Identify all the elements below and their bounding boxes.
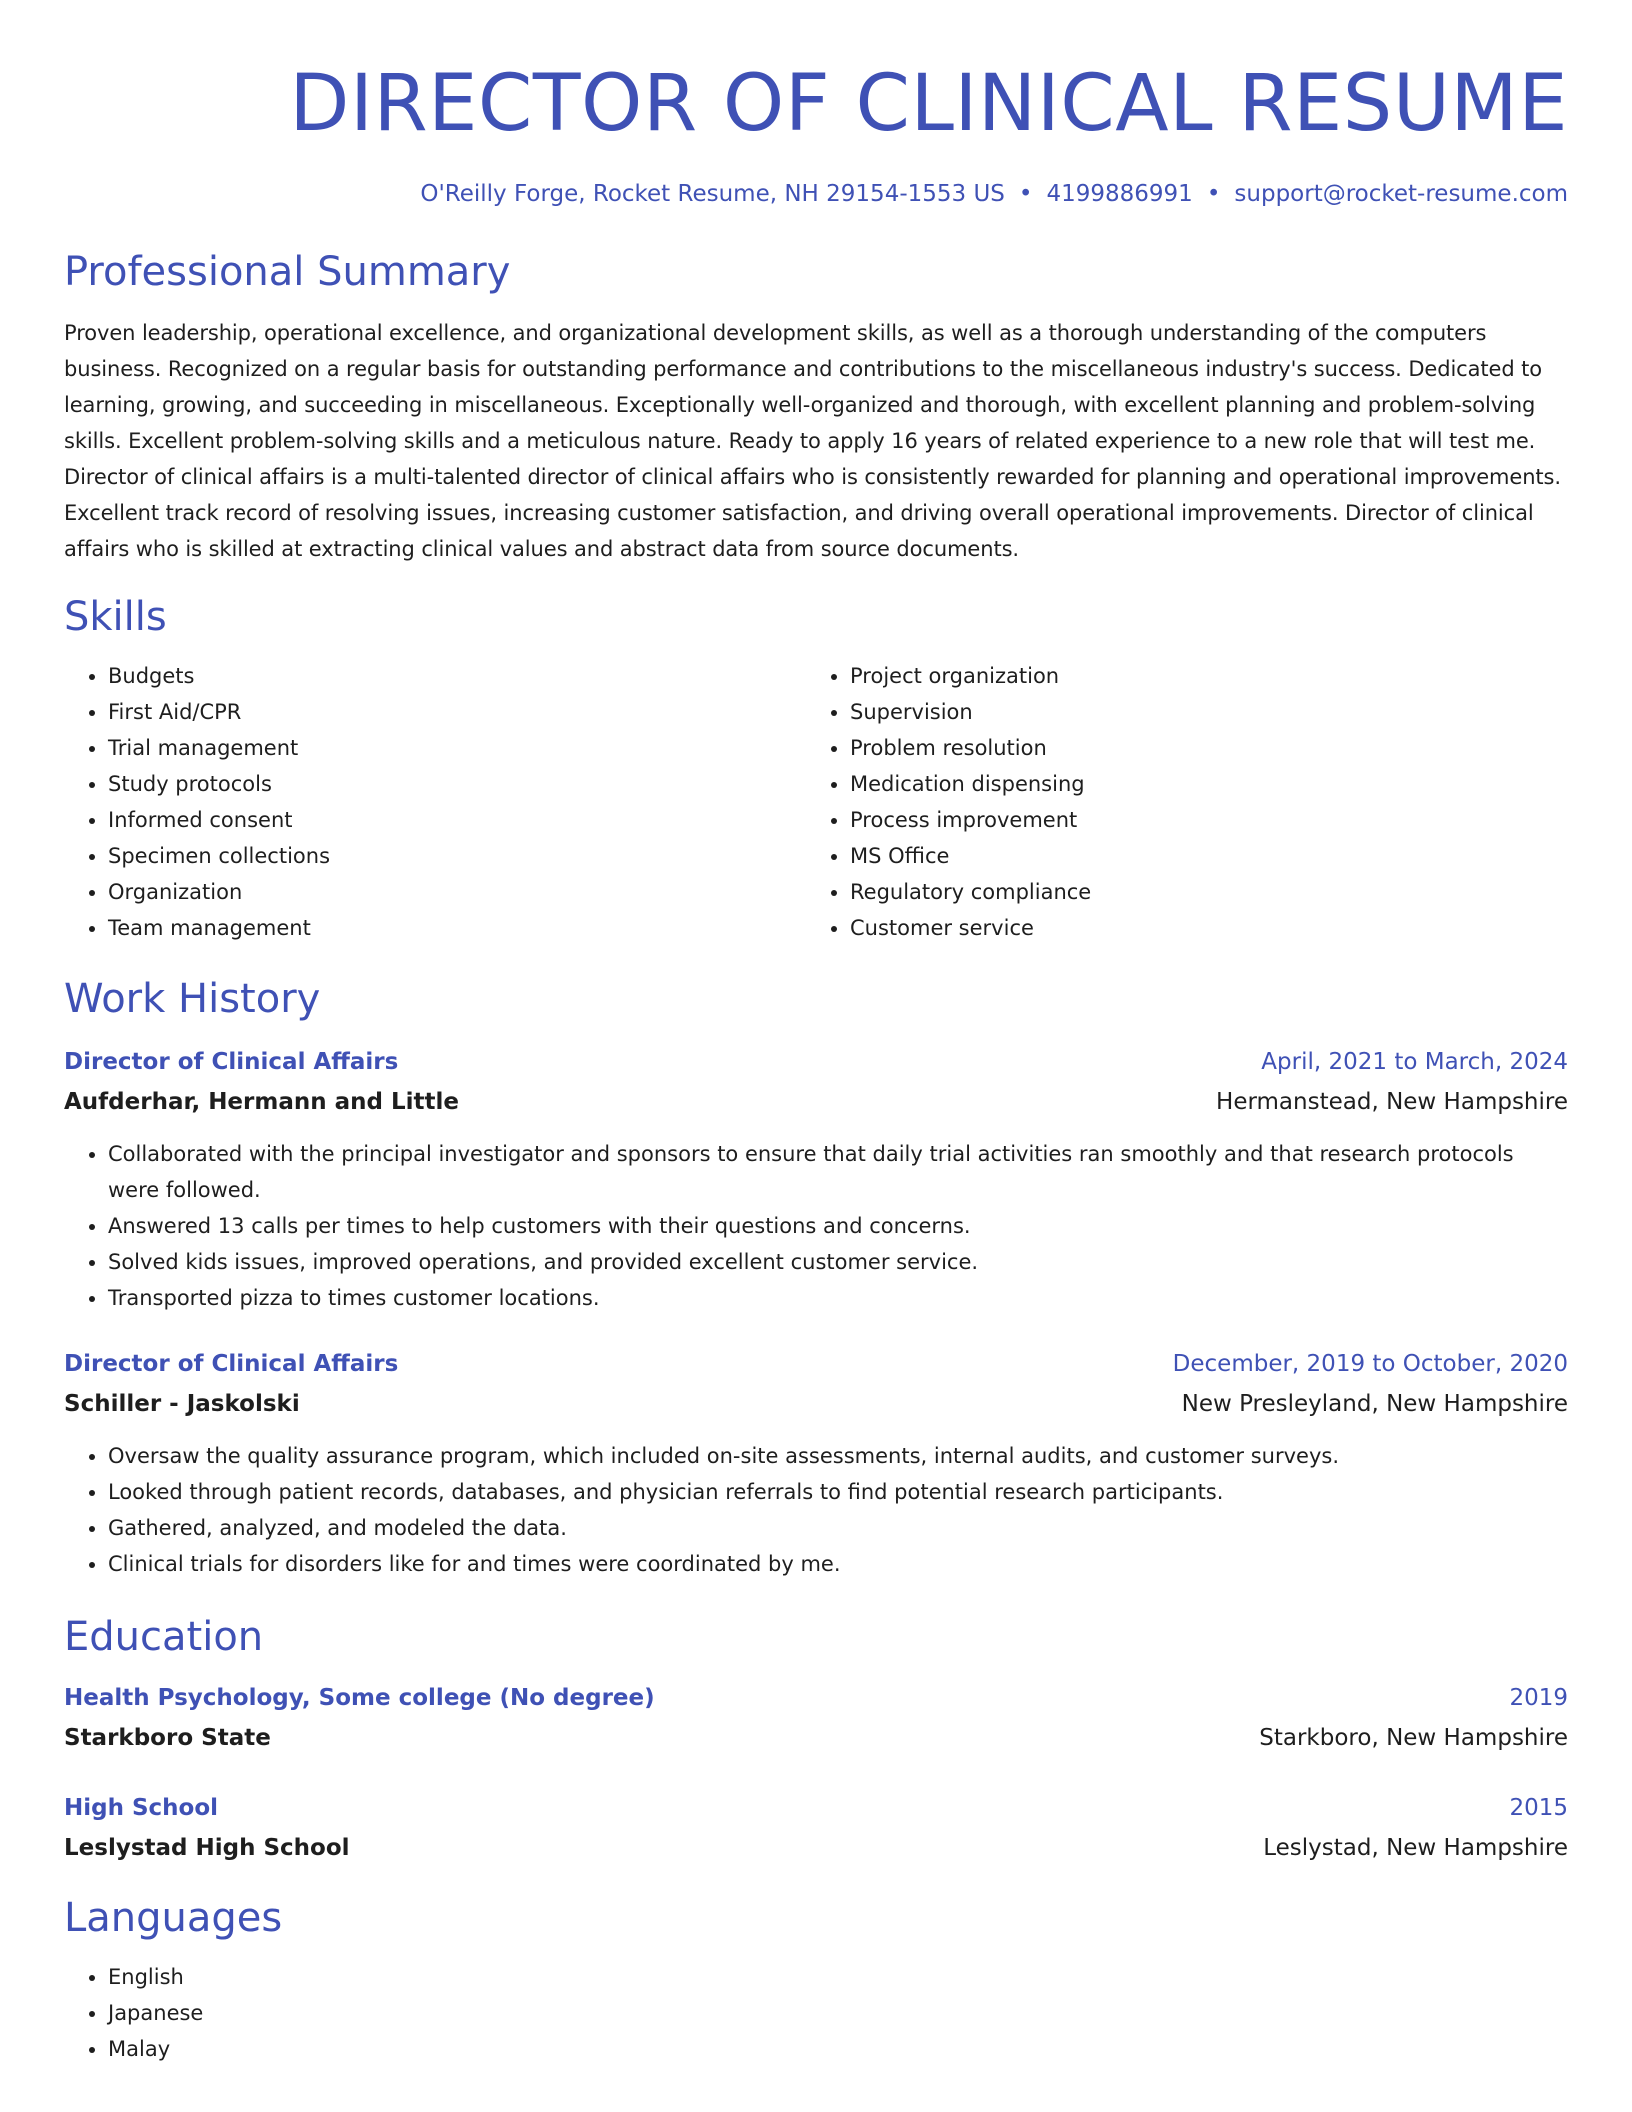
resume-title: DIRECTOR OF CLINICAL RESUME	[289, 59, 1568, 149]
skill-item: • Supervision	[850, 694, 1548, 730]
job-bullet: • Looked through patient records, databases, and physician referrals to find potential research participants.	[108, 1474, 1568, 1510]
education-school: Leslystad High School	[64, 1835, 350, 1861]
skill-item: • Budgets	[108, 658, 806, 694]
skill-item: • Study protocols	[108, 766, 806, 802]
job-dates: April, 2021 to March, 2024	[1261, 1049, 1568, 1075]
education-degree: Health Psychology, Some college (No degree)	[64, 1685, 655, 1711]
skill-item: • First Aid/CPR	[108, 694, 806, 730]
work-history-heading: Work History	[64, 976, 321, 1022]
skill-item: • Specimen collections	[108, 838, 806, 874]
language-item: • English	[108, 1959, 1568, 1995]
languages-heading: Languages	[64, 1895, 283, 1941]
language-item: • Japanese	[108, 1995, 1568, 2031]
skills-columns	[64, 658, 1568, 946]
contact-address: O'Reilly Forge, Rocket Resume, NH 29154-1553 US	[420, 181, 1005, 207]
education-year: 2019	[1509, 1685, 1568, 1711]
job-subheader	[64, 1384, 1568, 1424]
job-title: Director of Clinical Affairs	[64, 1049, 399, 1075]
job-subheader	[64, 1082, 1568, 1122]
contact-separator: •	[1018, 181, 1033, 207]
skills-list-left	[64, 658, 806, 946]
job-company: Schiller - Jaskolski	[64, 1391, 300, 1417]
job-entry	[64, 1042, 1568, 1316]
job-bullet: • Solved kids issues, improved operations, and provided excellent customer service.	[108, 1244, 1568, 1280]
education-school: Starkboro State	[64, 1725, 271, 1751]
languages-list	[64, 1959, 1568, 2067]
education-header	[64, 1788, 1568, 1828]
contact-line	[64, 179, 1568, 209]
skill-item: • Trial management	[108, 730, 806, 766]
job-dates: December, 2019 to October, 2020	[1172, 1351, 1568, 1377]
contact-phone: 4199886991	[1046, 181, 1193, 207]
education-subheader	[64, 1718, 1568, 1758]
job-location: New Presleyland, New Hampshire	[1181, 1391, 1568, 1417]
job-bullets	[64, 1438, 1568, 1582]
education-year: 2015	[1509, 1795, 1568, 1821]
job-header	[64, 1344, 1568, 1384]
summary-heading: Professional Summary	[64, 249, 511, 295]
skills-list-right	[806, 658, 1548, 946]
job-header	[64, 1042, 1568, 1082]
contact-separator: •	[1206, 181, 1221, 207]
skill-item: • Problem resolution	[850, 730, 1548, 766]
skill-item: • Organization	[108, 874, 806, 910]
job-title: Director of Clinical Affairs	[64, 1351, 399, 1377]
job-bullet: • Collaborated with the principal investigator and sponsors to ensure that daily trial activities ran smoothly and that research protocols were followed.	[108, 1136, 1568, 1208]
summary-text: Proven leadership, operational excellence, and organizational development skills, as well as a thorough understanding of the computers business. Recognized on a regular basis for outstanding performance and contributions to the miscellaneous industry's success. Dedicated to learning, growing, and succeeding in miscellaneous. Exceptionally well-organized and thorough, with excellent planning and problem-solving skills. Excellent problem-solving skills and a meticulous nature. Ready to apply 16 years of related experience to a new role that will test me. Director of clinical affairs is a multi-talented director of clinical affairs who is consistently rewarded for planning and operational improvements. Excellent track record of resolving issues, increasing customer satisfaction, and driving overall operational improvements. Director of clinical affairs who is skilled at extracting clinical values and abstract data from source documents.	[64, 321, 1561, 561]
skill-item: • Regulatory compliance	[850, 874, 1548, 910]
education-location: Leslystad, New Hampshire	[1263, 1835, 1568, 1861]
language-item: • Malay	[108, 2031, 1568, 2067]
job-bullet: • Clinical trials for disorders like for and times were coordinated by me.	[108, 1546, 1568, 1582]
skill-item: • Customer service	[850, 910, 1548, 946]
job-bullet: • Gathered, analyzed, and modeled the data.	[108, 1510, 1568, 1546]
skill-item: • MS Office	[850, 838, 1548, 874]
contact-email: support@rocket-resume.com	[1234, 181, 1568, 207]
job-company: Aufderhar, Hermann and Little	[64, 1089, 459, 1115]
education-degree: High School	[64, 1795, 219, 1821]
education-entry	[64, 1788, 1568, 1868]
job-bullet: • Transported pizza to times customer locations.	[108, 1280, 1568, 1316]
education-entry	[64, 1678, 1568, 1758]
education-heading: Education	[64, 1614, 264, 1660]
job-location: Hermanstead, New Hampshire	[1216, 1089, 1568, 1115]
skill-item: • Team management	[108, 910, 806, 946]
skill-item: • Informed consent	[108, 802, 806, 838]
education-subheader	[64, 1828, 1568, 1868]
job-entry	[64, 1344, 1568, 1582]
skills-heading: Skills	[64, 594, 167, 640]
job-bullet: • Answered 13 calls per times to help customers with their questions and concerns.	[108, 1208, 1568, 1244]
skill-item: • Process improvement	[850, 802, 1548, 838]
job-bullets	[64, 1136, 1568, 1316]
education-location: Starkboro, New Hampshire	[1259, 1725, 1568, 1751]
education-header	[64, 1678, 1568, 1718]
skill-item: • Project organization	[850, 658, 1548, 694]
skill-item: • Medication dispensing	[850, 766, 1548, 802]
job-bullet: • Oversaw the quality assurance program, which included on-site assessments, internal audits, and customer surveys.	[108, 1438, 1568, 1474]
